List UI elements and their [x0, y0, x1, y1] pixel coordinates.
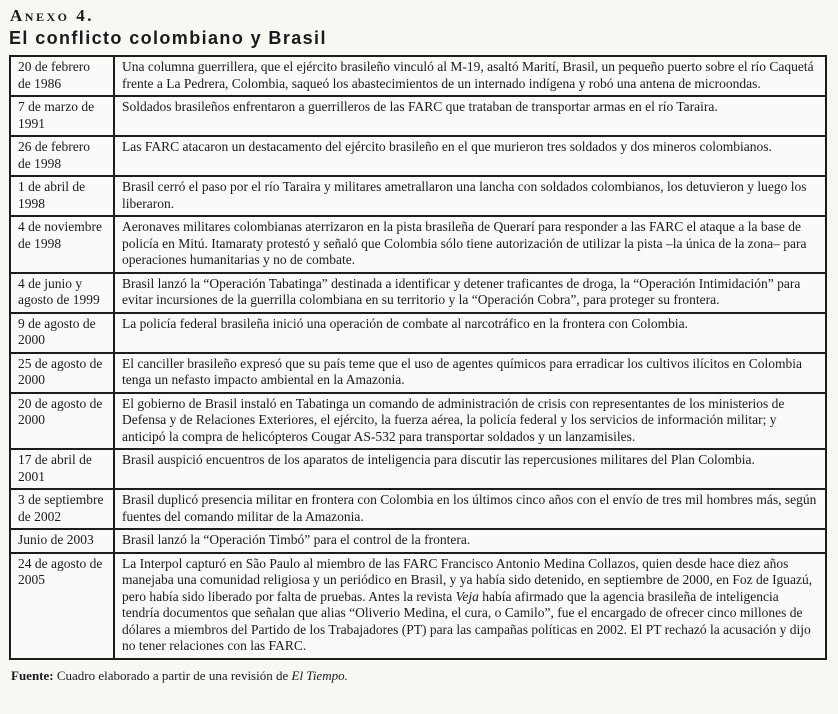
table-row: [10, 353, 826, 393]
table-row: [10, 136, 826, 176]
date-cell: 20 de febrero de 1986: [10, 56, 114, 96]
source-work-title: El Tiempo.: [291, 667, 348, 683]
event-cell: Soldados brasileños enfrentaron a guerrilleros de las FARC que trataban de transportar armas en el río Taraira.: [114, 96, 826, 136]
annex-label: Anexo 4.: [10, 6, 94, 25]
table-row: [10, 393, 826, 450]
source-text: Cuadro elaborado a partir de una revisión de: [53, 667, 292, 683]
event-cell: Las FARC atacaron un destacamento del ejército brasileño en el que murieron tres soldados y dos mineros colombianos.: [114, 136, 826, 176]
event-cell: Brasil auspició encuentros de los aparatos de inteligencia para discutir las repercusiones militares del Plan Colombia.: [114, 449, 826, 489]
event-cell: Brasil lanzó la “Operación Timbó” para el control de la frontera.: [114, 529, 826, 553]
table-row: [10, 313, 826, 353]
date-cell: 24 de agosto de 2005: [10, 553, 114, 659]
table-row: [10, 273, 826, 313]
date-cell: 1 de abril de 1998: [10, 176, 114, 216]
date-cell: 25 de agosto de 2000: [10, 353, 114, 393]
source-label: Fuente:: [11, 667, 54, 683]
event-cell: Brasil lanzó la “Operación Tabatinga” destinada a identificar y detener traficantes de droga, la “Operación Intimidación” para evitar incursiones de la guerrilla colombiana en su territorio y la “Operación Cobra”, para proteger su frontera.: [114, 273, 826, 313]
event-cell: Brasil duplicó presencia militar en frontera con Colombia en los últimos cinco años con el envío de tres mil hombres más, según fuentes del comando militar de la Amazonia.: [114, 489, 826, 529]
table-row: [10, 216, 826, 273]
event-cell: Una columna guerrillera, que el ejército brasileño vinculó al M-19, asaltó Marití, Brasil, un pequeño puerto sobre el río Caquetá frente a La Pedrera, Colombia, saqueó los abastecimientos de un internado indígena y robó una antena de microondas.: [114, 56, 826, 96]
date-cell: 4 de noviembre de 1998: [10, 216, 114, 273]
event-text-segment: había afirmado que la agencia brasileña de inteligencia tendría documentos que señalan que alias “Oliverio Medina, el cura, o Camilo”, fue el encargado de ofrecer cinco millones de dólares a miembros del Partido de los Trabajadores (PT) para las campañas políticas en 2002. El PT rechazó la acusación y dijo no tener relaciones con las FARC.: [122, 588, 811, 653]
table-row: [10, 176, 826, 216]
event-cell: El canciller brasileño expresó que su país teme que el uso de agentes químicos para erradicar los cultivos ilícitos en Colombia tenga un nefasto impacto ambiental en la Amazonia.: [114, 353, 826, 393]
event-cell: Brasil cerró el paso por el río Taraira y militares ametrallaron una lancha con soldados colombianos, los detuvieron y luego los liberaron.: [114, 176, 826, 216]
page-title: El conflicto colombiano y Brasil: [9, 28, 327, 48]
event-cell: [114, 553, 826, 659]
table-row: [10, 489, 826, 529]
event-cell: La policía federal brasileña inició una operación de combate al narcotráfico en la frontera con Colombia.: [114, 313, 826, 353]
event-text-magazine-name: Veja: [455, 588, 479, 604]
table-row: [10, 449, 826, 489]
event-cell: El gobierno de Brasil instaló en Tabatinga un comando de administración de crisis con representantes de los ministerios de Defensa y de Relaciones Exteriores, el ejército, la fuerza aérea, la policía federal y los servicios de información militar; y anticipó la compra de helicópteros Cougar AS-532 para transportar soldados y un lanzamisiles.: [114, 393, 826, 450]
event-cell: Aeronaves militares colombianas aterrizaron en la pista brasileña de Querarí para responder a las FARC el ataque a la base de policía en Mitú. Itamaraty protestó y señaló que Colombia sólo tiene autorización de utilizar la pista –la única de la zona– para operaciones humanitarias y no de combate.: [114, 216, 826, 273]
date-cell: 7 de marzo de 1991: [10, 96, 114, 136]
table-row: [10, 56, 826, 96]
table-row: [10, 96, 826, 136]
date-cell: 17 de abril de 2001: [10, 449, 114, 489]
date-cell: 20 de agosto de 2000: [10, 393, 114, 450]
events-table: [9, 55, 827, 660]
date-cell: 4 de junio y agosto de 1999: [10, 273, 114, 313]
source-note: [11, 668, 829, 683]
date-cell: 26 de febrero de 1998: [10, 136, 114, 176]
table-row: [10, 529, 826, 553]
event-text-segment: La Interpol capturó en São Paulo al miembro de las FARC Francisco Antonio Medina Collazos, quien desde hace diez años manejaba una comunidad religiosa y un periódico en Brasil, y ya había sido detenido, en septiembre de 2000, en Foz de Iguazú, pero había sido liberado por falta de pruebas. Antes la revista: [122, 555, 813, 604]
date-cell: 9 de agosto de 2000: [10, 313, 114, 353]
date-cell: Junio de 2003: [10, 529, 114, 553]
table-row: [10, 553, 826, 659]
date-cell: 3 de septiembre de 2002: [10, 489, 114, 529]
